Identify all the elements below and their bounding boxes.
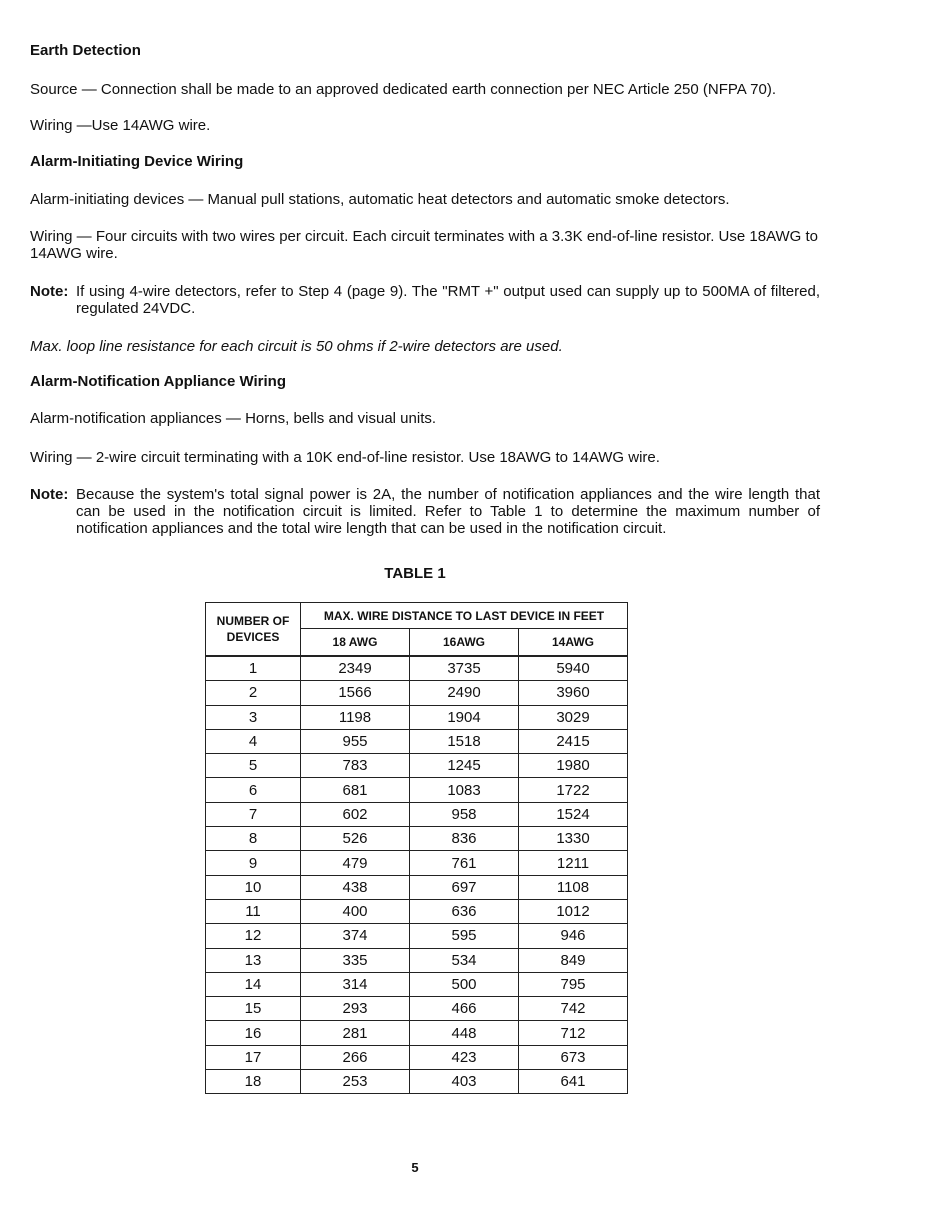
cell-devices: 3	[206, 705, 301, 729]
cell-16awg: 636	[410, 899, 519, 923]
cell-14awg: 5940	[519, 656, 628, 681]
cell-14awg: 3960	[519, 681, 628, 705]
cell-devices: 8	[206, 827, 301, 851]
cell-devices: 16	[206, 1021, 301, 1045]
initiating-devices-text: Alarm-initiating devices — Manual pull stations, automatic heat detectors and automatic smoke detectors.	[30, 191, 730, 208]
cell-14awg: 1330	[519, 827, 628, 851]
cell-18awg: 955	[301, 729, 410, 753]
note-text: If using 4-wire detectors, refer to Step 4 (page 9). The "RMT +" output used can supply up to 500MA of filtered, regulated 24VDC.	[76, 283, 820, 317]
cell-devices: 12	[206, 924, 301, 948]
header-16awg: 16AWG	[410, 629, 519, 656]
table-body	[206, 656, 628, 1094]
cell-14awg: 1722	[519, 778, 628, 802]
cell-14awg: 1211	[519, 851, 628, 875]
header-14awg: 14AWG	[519, 629, 628, 656]
cell-18awg: 1566	[301, 681, 410, 705]
cell-14awg: 673	[519, 1045, 628, 1069]
cell-devices: 13	[206, 948, 301, 972]
cell-16awg: 761	[410, 851, 519, 875]
header-max-wire-distance: MAX. WIRE DISTANCE TO LAST DEVICE IN FEET	[301, 603, 628, 629]
table-row	[206, 972, 628, 996]
cell-devices: 11	[206, 899, 301, 923]
table-row	[206, 875, 628, 899]
table-caption: TABLE 1	[384, 565, 446, 582]
table-row	[206, 924, 628, 948]
wire-distance-table	[205, 602, 628, 1094]
cell-18awg: 335	[301, 948, 410, 972]
cell-14awg: 1012	[519, 899, 628, 923]
initiating-note	[30, 283, 820, 317]
cell-16awg: 3735	[410, 656, 519, 681]
table-row	[206, 1070, 628, 1094]
note-label: Note:	[30, 283, 69, 300]
cell-14awg: 1108	[519, 875, 628, 899]
cell-16awg: 595	[410, 924, 519, 948]
header-18awg: 18 AWG	[301, 629, 410, 656]
page-number: 5	[411, 1160, 419, 1175]
cell-18awg: 479	[301, 851, 410, 875]
table-row	[206, 802, 628, 826]
cell-18awg: 314	[301, 972, 410, 996]
initiating-heading: Alarm-Initiating Device Wiring	[30, 153, 244, 170]
cell-devices: 15	[206, 997, 301, 1021]
notification-wiring-text: Wiring — 2-wire circuit terminating with a 10K end-of-line resistor. Use 18AWG to 14AWG wire.	[30, 449, 660, 466]
note-text: Because the system's total signal power is 2A, the number of notification appliances and the wire length that can be used in the notification circuit is limited. Refer to Table 1 to determine the maximum number of notification appliances and the total wire length that can be used in the notification circuit.	[76, 486, 820, 537]
note-label: Note:	[30, 486, 69, 503]
cell-18awg: 293	[301, 997, 410, 1021]
notification-note	[30, 486, 820, 537]
cell-18awg: 400	[301, 899, 410, 923]
table-row	[206, 997, 628, 1021]
cell-16awg: 423	[410, 1045, 519, 1069]
cell-16awg: 500	[410, 972, 519, 996]
table-row	[206, 851, 628, 875]
cell-18awg: 2349	[301, 656, 410, 681]
cell-14awg: 1524	[519, 802, 628, 826]
cell-16awg: 534	[410, 948, 519, 972]
cell-16awg: 697	[410, 875, 519, 899]
table-row	[206, 705, 628, 729]
cell-devices: 17	[206, 1045, 301, 1069]
cell-18awg: 681	[301, 778, 410, 802]
cell-devices: 7	[206, 802, 301, 826]
notification-heading: Alarm-Notification Appliance Wiring	[30, 373, 286, 390]
header-number-of-devices: NUMBER OF DEVICES	[206, 603, 301, 657]
cell-16awg: 1904	[410, 705, 519, 729]
table-row	[206, 729, 628, 753]
cell-16awg: 958	[410, 802, 519, 826]
initiating-wiring-text: Wiring — Four circuits with two wires per circuit. Each circuit terminates with a 3.3K end-of-line resistor. Use 18AWG to 14AWG wire.	[30, 228, 819, 262]
earth-wiring-text: Wiring —Use 14AWG wire.	[30, 117, 211, 134]
cell-14awg: 712	[519, 1021, 628, 1045]
cell-devices: 1	[206, 656, 301, 681]
table-row	[206, 656, 628, 681]
cell-18awg: 374	[301, 924, 410, 948]
table-row	[206, 1045, 628, 1069]
earth-source-text: Source — Connection shall be made to an approved dedicated earth connection per NEC Article 250 (NFPA 70).	[30, 81, 776, 98]
cell-devices: 5	[206, 754, 301, 778]
cell-16awg: 836	[410, 827, 519, 851]
cell-18awg: 526	[301, 827, 410, 851]
cell-18awg: 438	[301, 875, 410, 899]
cell-14awg: 946	[519, 924, 628, 948]
cell-devices: 9	[206, 851, 301, 875]
table-row	[206, 899, 628, 923]
cell-16awg: 1245	[410, 754, 519, 778]
table-row	[206, 754, 628, 778]
cell-14awg: 795	[519, 972, 628, 996]
cell-14awg: 641	[519, 1070, 628, 1094]
cell-16awg: 1518	[410, 729, 519, 753]
cell-devices: 18	[206, 1070, 301, 1094]
cell-18awg: 783	[301, 754, 410, 778]
table-row	[206, 827, 628, 851]
cell-14awg: 3029	[519, 705, 628, 729]
cell-14awg: 2415	[519, 729, 628, 753]
cell-devices: 14	[206, 972, 301, 996]
cell-18awg: 1198	[301, 705, 410, 729]
table-row	[206, 681, 628, 705]
cell-16awg: 466	[410, 997, 519, 1021]
cell-16awg: 448	[410, 1021, 519, 1045]
table-row	[206, 948, 628, 972]
cell-16awg: 2490	[410, 681, 519, 705]
cell-devices: 10	[206, 875, 301, 899]
table-row	[206, 1021, 628, 1045]
cell-18awg: 602	[301, 802, 410, 826]
cell-18awg: 253	[301, 1070, 410, 1094]
earth-detection-heading: Earth Detection	[30, 42, 141, 59]
cell-devices: 6	[206, 778, 301, 802]
table-row	[206, 778, 628, 802]
cell-18awg: 266	[301, 1045, 410, 1069]
cell-devices: 4	[206, 729, 301, 753]
cell-devices: 2	[206, 681, 301, 705]
cell-16awg: 1083	[410, 778, 519, 802]
cell-14awg: 1980	[519, 754, 628, 778]
cell-18awg: 281	[301, 1021, 410, 1045]
cell-14awg: 849	[519, 948, 628, 972]
notification-appliances-text: Alarm-notification appliances — Horns, bells and visual units.	[30, 410, 437, 427]
max-loop-text: Max. loop line resistance for each circuit is 50 ohms if 2-wire detectors are used.	[30, 338, 563, 355]
cell-16awg: 403	[410, 1070, 519, 1094]
cell-14awg: 742	[519, 997, 628, 1021]
